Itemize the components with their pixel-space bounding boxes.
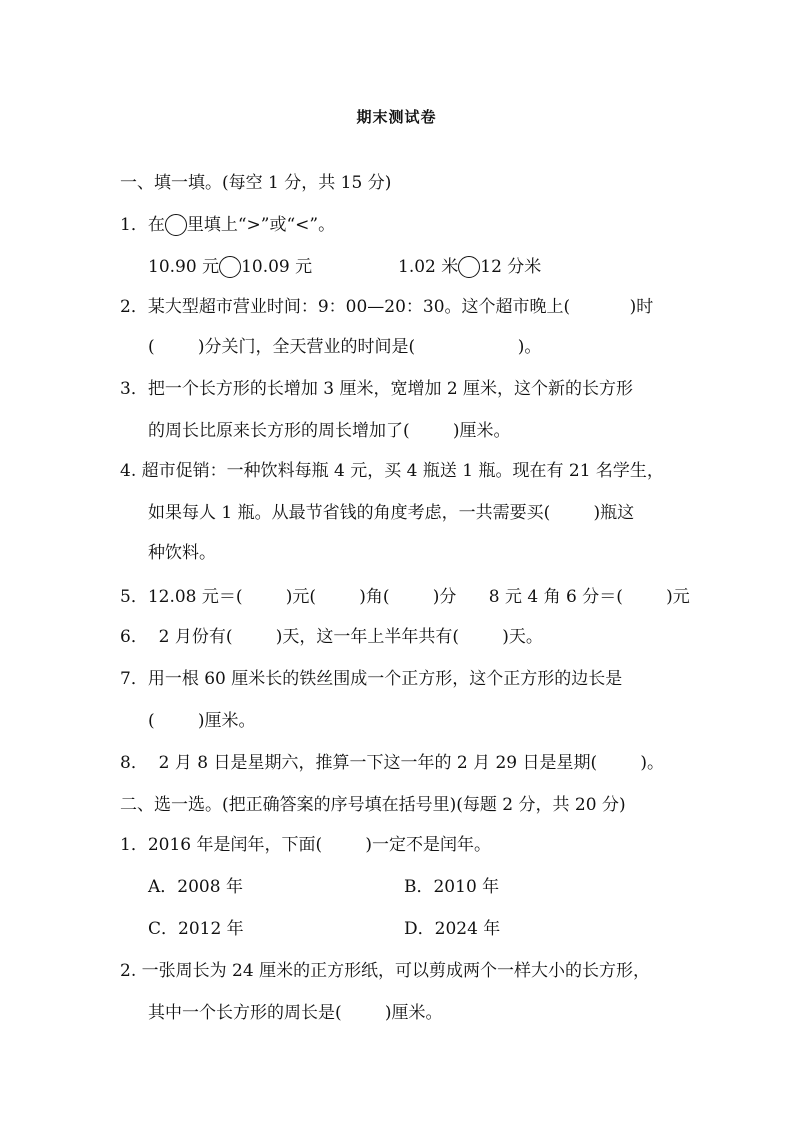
section2-heading: 二、选一选。(把正确答案的序号填在括号里)(每题 2 分，共 20 分) [120, 795, 626, 815]
question-1-8: 8． 2 月 8 日是星期六，推算一下这一年的 2 月 29 日是星期( )。 [120, 753, 665, 773]
option-b[interactable]: B．2010 年 [404, 877, 500, 897]
question-1-5: 5．12.08 元＝( )元( )角( )分 8 元 4 角 6 分＝( )元 [120, 587, 690, 607]
question-2-1: 1．2016 年是闰年，下面( )一定不是闰年。 [120, 835, 491, 855]
question-number: 1． [120, 215, 148, 235]
blank-circle[interactable] [219, 256, 241, 278]
question-1-7-line2: ( )厘米。 [148, 711, 256, 731]
option-c[interactable]: C．2012 年 [148, 919, 244, 939]
question-2-2-line2: 其中一个长方形的周长是( )厘米。 [148, 1003, 443, 1023]
blank-circle[interactable] [165, 214, 187, 236]
question-1-4-line1: 4. 超市促销：一种饮料每瓶 4 元，买 4 瓶送 1 瓶。现在有 21 名学生， [120, 461, 664, 481]
question-text: 在 [147, 215, 165, 235]
question-1-2-line1: 2．某大型超市营业时间：9：00—20：30。这个超市晚上( )时 [120, 297, 654, 317]
question-1-7-line1: 7．用一根 60 厘米长的铁丝围成一个正方形，这个正方形的边长是 [120, 669, 623, 689]
compare-left: 10.90 元 [148, 257, 220, 277]
question-1-4-line2: 如果每人 1 瓶。从最节省钱的角度考虑，一共需要买( )瓶这 [148, 503, 635, 523]
question-1-4-line3: 种饮料。 [148, 543, 216, 563]
question-1-1-item-b [398, 256, 541, 278]
section1-heading: 一、填一填。(每空 1 分，共 15 分) [120, 173, 392, 193]
compare-right: 10.09 元 [241, 257, 313, 277]
question-1-3-line1: 3．把一个长方形的长增加 3 厘米，宽增加 2 厘米，这个新的长方形 [120, 379, 634, 399]
question-1-2-line2: ( )分关门，全天营业的时间是( )。 [148, 337, 542, 357]
question-1-3-line2: 的周长比原来长方形的周长增加了( )厘米。 [148, 421, 511, 441]
compare-left: 1.02 米 [398, 257, 459, 277]
question-2-2-line1: 2. 一张周长为 24 厘米的正方形纸，可以剪成两个一样大小的长方形， [120, 961, 651, 981]
option-a[interactable]: A．2008 年 [148, 877, 243, 897]
page-title: 期末测试卷 [356, 108, 437, 126]
question-1-1 [120, 214, 335, 236]
question-1-1-item-a [148, 256, 312, 278]
compare-right: 12 分米 [480, 257, 542, 277]
blank-circle[interactable] [458, 256, 480, 278]
question-text: 里填上“>”或“<”。 [186, 215, 336, 235]
question-1-6: 6． 2 月份有( )天，这一年上半年共有( )天。 [120, 627, 543, 647]
option-d[interactable]: D．2024 年 [404, 919, 501, 939]
